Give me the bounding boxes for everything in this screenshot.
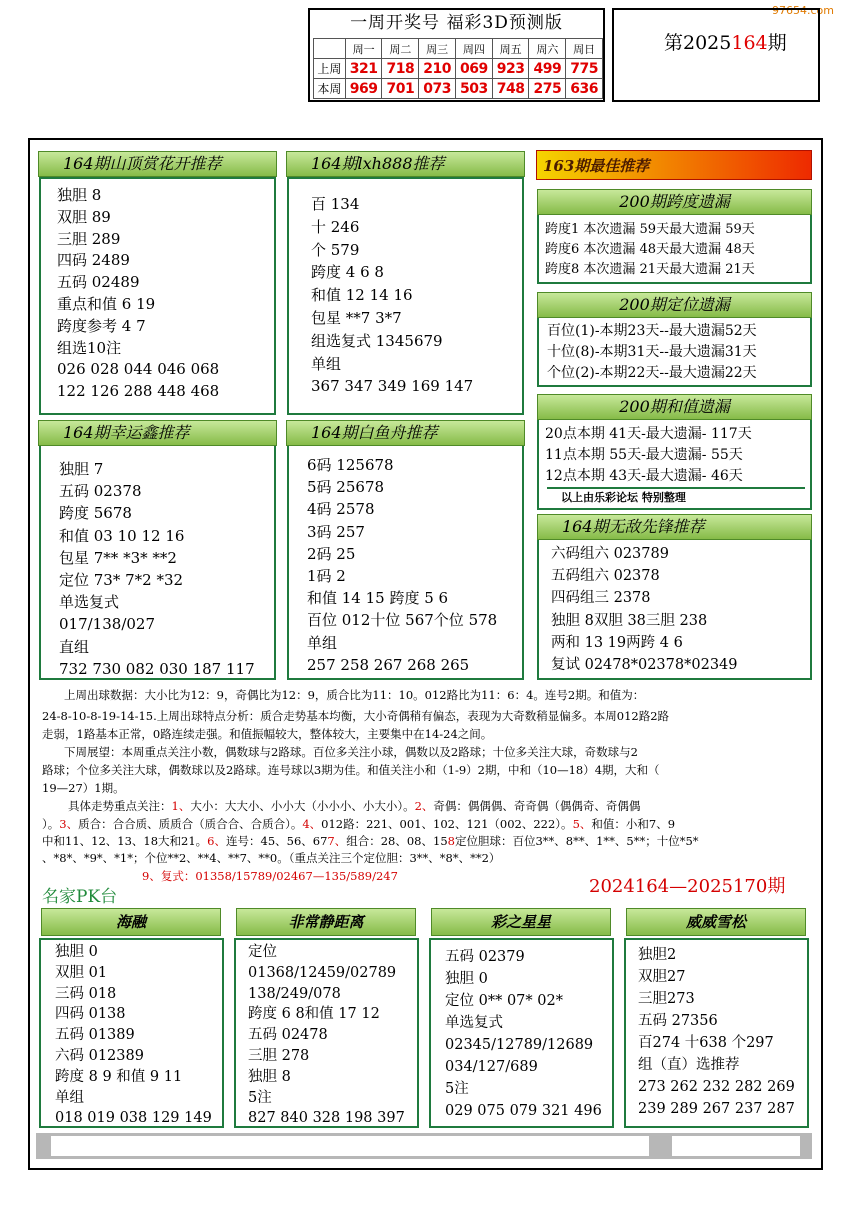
draw-number: 069 bbox=[455, 59, 492, 79]
line: 11点本期 55天-最大遗漏- 55天 bbox=[545, 447, 743, 463]
draw-number: 499 bbox=[529, 59, 566, 79]
line: 重点和值 6 19 bbox=[57, 294, 156, 313]
line: 3码 257 bbox=[307, 522, 365, 541]
line: 12点本期 43天-最大遗漏- 46天 bbox=[545, 468, 743, 484]
analysis-line: ）。3、质合：合合质、质质合（质合合、合质合）。4、012路：221、001、102、121（002、222）。5、和值：小和7、9 bbox=[42, 817, 676, 831]
draw-number: 923 bbox=[492, 59, 529, 79]
line: 组选复式 1345679 bbox=[311, 331, 443, 350]
line: 独胆 8 bbox=[57, 186, 102, 204]
last-week-label: 上周 bbox=[314, 59, 346, 79]
line: 五码 02378 bbox=[59, 482, 142, 501]
line: 跨度1 本次遗漏 59天最大遗漏 59天 bbox=[545, 222, 755, 237]
line: 四码 2489 bbox=[57, 251, 130, 270]
draw-number: 718 bbox=[382, 59, 419, 79]
line: 独胆 8 bbox=[248, 1068, 291, 1085]
line: 五码 27356 bbox=[638, 1013, 718, 1029]
analysis-line: 9、复式：01358/15789/02467—135/589/247 bbox=[142, 869, 398, 883]
day-header: 周四 bbox=[455, 39, 492, 59]
draw-number: 636 bbox=[566, 79, 603, 99]
day-header: 周日 bbox=[566, 39, 603, 59]
line: 跨度 6 8和值 17 12 bbox=[248, 1006, 380, 1023]
line: 独胆 0 bbox=[55, 944, 98, 960]
analysis-line: 具体走势重点关注：1、大小：大大小、小小大（小小小、小大小）。2、奇偶：偶偶偶、奇奇偶（偶偶奇、奇偶偶 bbox=[68, 799, 641, 813]
pk-box-caizhixing bbox=[429, 938, 614, 1128]
line: 和值 14 15 跨度 5 6 bbox=[307, 589, 449, 608]
line: 跨度 8 9 和值 9 11 bbox=[55, 1068, 183, 1085]
line: 复试 02478*02378*02349 bbox=[551, 657, 738, 674]
draw-number: 748 bbox=[492, 79, 529, 99]
line: 五码 02379 bbox=[445, 949, 525, 965]
footer-bar bbox=[36, 1133, 812, 1159]
line: 732 730 082 030 187 117 bbox=[59, 659, 255, 678]
analysis-line: 24-8-10-8-19-14-15.上周出球特点分析：质合走势基本均衡，大小奇偶稍有偏态，表现为大奇数稍显偏多。本周012路2路 bbox=[42, 709, 670, 723]
pk-box-hairong bbox=[39, 938, 224, 1128]
recommend-box-xingyunxin bbox=[39, 444, 276, 680]
line: 跨度 5678 bbox=[59, 504, 132, 523]
sum-missing-box bbox=[537, 418, 812, 510]
line: 三胆273 bbox=[638, 991, 695, 1007]
site-watermark: 97654.com bbox=[772, 4, 834, 17]
line: 定位 0** 07* 02* bbox=[445, 993, 563, 1009]
period-number: 第2025164期 bbox=[612, 8, 820, 102]
pk-platform-label: 名家PK台 bbox=[42, 887, 118, 907]
this-week-label: 本周 bbox=[314, 79, 346, 99]
box-title: 164期lxh888推荐 bbox=[286, 151, 525, 177]
line: 138/249/078 bbox=[248, 985, 341, 1002]
line: 017/138/027 bbox=[59, 615, 155, 634]
line: 百274 十638 个297 bbox=[638, 1035, 774, 1051]
line: 百 134 bbox=[311, 195, 360, 213]
day-header: 周六 bbox=[529, 39, 566, 59]
draw-table bbox=[313, 38, 603, 99]
line: 百位(1)-本期23天--最大遗漏52天 bbox=[547, 323, 757, 339]
draw-number: 775 bbox=[566, 59, 603, 79]
line: 6码 125678 bbox=[307, 456, 394, 474]
analysis-line: 、*8*、*9*、*1*；个位**2、**4、**7、**0。（重点关注三个定位胆：3**、*8*、**2） bbox=[42, 851, 501, 865]
line: 两和 13 19两跨 4 6 bbox=[551, 634, 683, 651]
line: 跨度参考 4 7 bbox=[57, 316, 146, 335]
line: 01368/12459/02789 bbox=[248, 964, 397, 981]
draw-number: 210 bbox=[419, 59, 456, 79]
line: 4码 2578 bbox=[307, 500, 375, 519]
line: 四码 0138 bbox=[55, 1006, 126, 1023]
analysis-line: 上周出球数据：大小比为12：9，奇偶比为12：9，质合比为11：10。012路比为11：6：4。连号2期。和值为： bbox=[64, 688, 645, 702]
draw-number: 503 bbox=[455, 79, 492, 99]
pk-title: 海融 bbox=[41, 908, 221, 936]
box-title: 164期白鱼舟推荐 bbox=[286, 420, 525, 446]
line: 独胆 7 bbox=[59, 460, 104, 478]
line: 018 019 038 129 149 bbox=[55, 1110, 212, 1127]
line: 034/127/689 bbox=[445, 1059, 538, 1075]
line: 273 262 232 282 269 bbox=[638, 1079, 795, 1095]
draw-number: 701 bbox=[382, 79, 419, 99]
line: 和值 12 14 16 bbox=[311, 286, 413, 305]
line: 百位 012十位 567个位 578 bbox=[307, 611, 498, 630]
line: 包星 7** *3* **2 bbox=[59, 548, 177, 567]
line: 四码组三 2378 bbox=[551, 590, 651, 607]
line: 单组 bbox=[307, 633, 338, 652]
line: 和值 03 10 12 16 bbox=[59, 526, 185, 545]
line: 五码组六 02378 bbox=[551, 568, 660, 585]
draw-number: 073 bbox=[419, 79, 456, 99]
line: 239 289 267 237 287 bbox=[638, 1101, 795, 1117]
line: 三胆 289 bbox=[57, 229, 121, 248]
line: 独胆 8双胆 38三胆 238 bbox=[551, 612, 708, 629]
analysis-line: 路球；个位多关注大球，偶数球以及2路球。连号球以3期为佳。和值关注小和（1-9）2期，中和（10—18）4期，大和（ bbox=[42, 763, 660, 777]
pk-title: 非常静距离 bbox=[236, 908, 416, 936]
line: 个 579 bbox=[311, 240, 360, 259]
period-range: 2024164—2025170期 bbox=[589, 876, 786, 897]
line: 029 075 079 321 496 bbox=[445, 1103, 602, 1119]
day-header: 周二 bbox=[382, 39, 419, 59]
recommend-box-shanding bbox=[39, 177, 276, 415]
line: 1码 2 bbox=[307, 567, 346, 586]
line: 122 126 288 448 468 bbox=[57, 382, 220, 401]
draw-number: 969 bbox=[345, 79, 382, 99]
best-recommend-title: 163期最佳推荐 bbox=[536, 150, 812, 180]
line: 单选复式 bbox=[59, 593, 120, 612]
box-title: 164期山顶赏花开推荐 bbox=[38, 151, 277, 177]
footer-blank bbox=[672, 1136, 800, 1156]
draw-number: 275 bbox=[529, 79, 566, 99]
line: 单选复式 bbox=[445, 1015, 503, 1031]
line: 组（直）选推荐 bbox=[638, 1057, 740, 1073]
analysis-line: 中和11、12、13、18大和21。6、连号：45、56、677、组合：28、08、158定位胆球：百位3**、8**、1**、5**；十位*5* bbox=[42, 834, 699, 848]
line: 三胆 278 bbox=[248, 1047, 310, 1064]
span-missing-box bbox=[537, 212, 812, 284]
recommend-box-baiyuzhou bbox=[287, 444, 524, 680]
line: 三码 018 bbox=[55, 985, 117, 1002]
weekly-draw-title: 一周开奖号 福彩3D预测版 bbox=[350, 13, 563, 33]
recommend-box-lxh888 bbox=[287, 177, 524, 415]
line: 个位(2)-本期22天--最大遗漏22天 bbox=[547, 365, 757, 381]
line: 双胆 89 bbox=[57, 207, 111, 226]
pk-box-weiwei bbox=[624, 938, 809, 1128]
line: 双胆 01 bbox=[55, 964, 108, 981]
analysis-line: 下周展望：本周重点关注小数，偶数球与2路球。百位多关注小球，偶数以及2路球；十位多关注大球，奇数球与2 bbox=[64, 745, 638, 759]
line: 十位(8)-本期31天--最大遗漏31天 bbox=[547, 344, 757, 360]
line: 定位 bbox=[248, 944, 277, 960]
draw-number: 321 bbox=[345, 59, 382, 79]
divider bbox=[547, 487, 805, 489]
line: 单组 bbox=[311, 354, 342, 373]
day-header: 周一 bbox=[345, 39, 382, 59]
sum-missing-title: 200期和值遗漏 bbox=[537, 394, 812, 420]
line: 直组 bbox=[59, 637, 90, 656]
line: 20点本期 41天-最大遗漏- 117天 bbox=[545, 426, 752, 442]
line: 5注 bbox=[248, 1089, 272, 1106]
weekly-draw-table bbox=[308, 8, 605, 102]
line: 跨度 4 6 8 bbox=[311, 263, 384, 282]
span-missing-title: 200期跨度遗漏 bbox=[537, 189, 812, 215]
line: 六码组六 023789 bbox=[551, 546, 669, 562]
pk-box-feichang bbox=[234, 938, 419, 1128]
line: 跨度6 本次遗漏 48天最大遗漏 48天 bbox=[545, 242, 755, 257]
analysis-line: 19—27）1期。 bbox=[42, 781, 125, 795]
line: 双胆27 bbox=[638, 969, 686, 985]
source-note: 以上由乐彩论坛 特别整理 bbox=[561, 491, 686, 504]
pk-title: 威威雪松 bbox=[626, 908, 806, 936]
line: 026 028 044 046 068 bbox=[57, 360, 220, 379]
line: 02345/12789/12689 bbox=[445, 1037, 594, 1053]
analysis-line: 走弱，1路基本正常，0路连续走强。和值振幅较大，整体较大，主要集中在14-24之间。 bbox=[42, 727, 493, 741]
line: 五码 02489 bbox=[57, 273, 140, 292]
line: 跨度8 本次遗漏 21天最大遗漏 21天 bbox=[545, 262, 755, 277]
line: 5注 bbox=[445, 1081, 469, 1097]
line: 包星 **7 3*7 bbox=[311, 308, 402, 327]
line: 5码 25678 bbox=[307, 478, 385, 497]
line: 独胆 0 bbox=[445, 971, 488, 987]
line: 十 246 bbox=[311, 217, 360, 236]
line: 独胆2 bbox=[638, 947, 677, 963]
line: 五码 01389 bbox=[55, 1027, 135, 1044]
position-missing-title: 200期定位遗漏 bbox=[537, 292, 812, 318]
day-header: 周三 bbox=[419, 39, 456, 59]
day-header: 周五 bbox=[492, 39, 529, 59]
line: 六码 012389 bbox=[55, 1047, 144, 1064]
pk-title: 彩之星星 bbox=[431, 908, 611, 936]
line: 257 258 267 268 265 bbox=[307, 655, 470, 674]
line: 组选10注 bbox=[57, 338, 122, 357]
line: 五码 02478 bbox=[248, 1027, 328, 1044]
box-title: 164期幸运鑫推荐 bbox=[38, 420, 277, 446]
line: 367 347 349 169 147 bbox=[311, 377, 474, 396]
line: 2码 25 bbox=[307, 544, 356, 563]
line: 定位 73* 7*2 *32 bbox=[59, 571, 184, 590]
line: 单组 bbox=[55, 1089, 84, 1106]
footer-blank bbox=[51, 1136, 649, 1156]
position-missing-box bbox=[537, 315, 812, 387]
recommend-box-wudi bbox=[537, 537, 812, 680]
line: 827 840 328 198 397 bbox=[248, 1110, 405, 1127]
box-title: 164期无敌先锋推荐 bbox=[537, 514, 812, 540]
